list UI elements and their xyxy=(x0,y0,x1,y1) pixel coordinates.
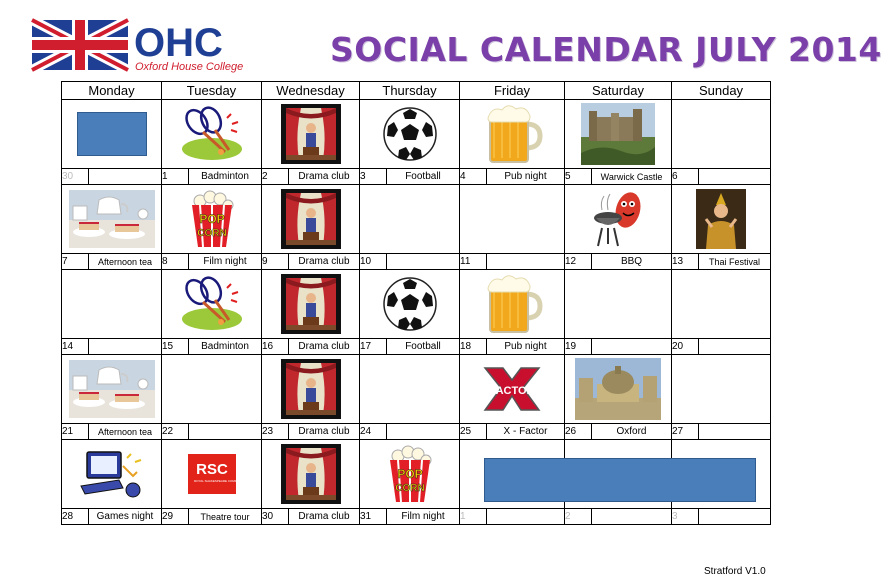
drama-icon xyxy=(262,189,359,249)
event-label xyxy=(89,169,162,185)
event-label xyxy=(699,169,771,185)
day-number: 18 xyxy=(460,339,487,355)
day-number: 2 xyxy=(262,169,289,185)
day-number: 25 xyxy=(460,424,487,440)
day-number: 29 xyxy=(162,509,189,525)
day-number: 6 xyxy=(672,169,699,185)
popcorn-icon xyxy=(162,189,261,249)
day-image-cell xyxy=(360,270,460,339)
day-number: 20 xyxy=(672,339,699,355)
rsc-logo-icon xyxy=(162,454,261,494)
event-label: BBQ xyxy=(592,254,672,270)
week-image-row xyxy=(62,185,771,254)
day-image-cell xyxy=(565,100,672,169)
day-image-cell xyxy=(62,355,162,424)
day-number: 14 xyxy=(62,339,89,355)
afternoon-tea-icon xyxy=(62,190,161,248)
day-number: 21 xyxy=(62,424,89,440)
bbq-icon xyxy=(565,188,671,250)
day-image-cell xyxy=(360,440,460,509)
event-label xyxy=(592,509,672,525)
day-image-cell xyxy=(460,185,565,254)
week-label-row xyxy=(62,169,771,185)
rsc-logo-text: RSC xyxy=(195,461,228,478)
badminton-icon xyxy=(162,104,261,164)
day-number: 12 xyxy=(565,254,592,270)
day-image-cell xyxy=(460,270,565,339)
rsc-logo-subtext: ROYAL SHAKESPEARE COMPANY xyxy=(193,479,243,483)
day-number: 9 xyxy=(262,254,289,270)
day-number: 13 xyxy=(672,254,699,270)
day-number: 16 xyxy=(262,339,289,355)
event-label: Warwick Castle xyxy=(592,169,672,185)
event-label: Afternoon tea xyxy=(89,254,162,270)
event-label: Thai Festival xyxy=(699,254,771,270)
event-label: Film night xyxy=(189,254,262,270)
event-label: Football xyxy=(387,339,460,355)
day-image-cell xyxy=(162,355,262,424)
event-label: Drama club xyxy=(289,169,360,185)
event-label xyxy=(699,424,771,440)
day-image-cell xyxy=(62,100,162,169)
day-number: 15 xyxy=(162,339,189,355)
day-number: 1 xyxy=(162,169,189,185)
logo-subtitle-text: Oxford House College xyxy=(135,61,244,73)
event-label: Afternoon tea xyxy=(89,424,162,440)
week-label-row xyxy=(62,424,771,440)
weekday-header: Sunday xyxy=(672,82,771,100)
day-number: 17 xyxy=(360,339,387,355)
day-image-cell xyxy=(162,100,262,169)
version-label: Stratford V1.0 xyxy=(704,566,766,577)
badminton-icon xyxy=(162,274,261,334)
day-number: 30 xyxy=(62,169,89,185)
logo-brand-text: OHC xyxy=(134,21,223,65)
day-image-cell xyxy=(672,185,771,254)
blue-box-icon xyxy=(484,458,756,502)
day-image-cell xyxy=(565,185,672,254)
event-label: Theatre tour xyxy=(189,509,262,525)
event-label xyxy=(387,254,460,270)
event-label: Drama club xyxy=(289,424,360,440)
page-title: SOCIAL CALENDAR JULY 2014 xyxy=(330,30,882,69)
event-label xyxy=(699,509,771,525)
day-number: 7 xyxy=(62,254,89,270)
popcorn-icon xyxy=(360,444,459,504)
event-label xyxy=(189,424,262,440)
week-image-row xyxy=(62,355,771,424)
event-label: Football xyxy=(387,169,460,185)
day-image-cell xyxy=(360,185,460,254)
day-image-cell xyxy=(460,355,565,424)
day-image-cell xyxy=(262,440,360,509)
day-number: 8 xyxy=(162,254,189,270)
week-label-row xyxy=(62,509,771,525)
weekday-header: Friday xyxy=(460,82,565,100)
ohc-logo xyxy=(30,14,242,76)
event-label: Film night xyxy=(387,509,460,525)
day-number: 1 xyxy=(460,509,487,525)
day-number: 23 xyxy=(262,424,289,440)
football-icon xyxy=(360,106,459,162)
week-label-row xyxy=(62,339,771,355)
popcorn-bottom-text: CORN xyxy=(394,483,425,494)
week-label-row xyxy=(62,254,771,270)
day-number: 31 xyxy=(360,509,387,525)
day-image-cell xyxy=(360,100,460,169)
event-label: Drama club xyxy=(289,254,360,270)
event-label: Badminton xyxy=(189,169,262,185)
day-image-cell xyxy=(672,355,771,424)
weekday-header: Thursday xyxy=(360,82,460,100)
day-image-cell xyxy=(162,440,262,509)
day-image-cell xyxy=(565,355,672,424)
day-image-cell xyxy=(162,185,262,254)
day-number: 22 xyxy=(162,424,189,440)
football-icon xyxy=(360,276,459,332)
event-label: Oxford xyxy=(592,424,672,440)
day-number: 30 xyxy=(262,509,289,525)
event-label: Badminton xyxy=(189,339,262,355)
day-image-cell xyxy=(262,100,360,169)
event-label: Drama club xyxy=(289,509,360,525)
games-icon xyxy=(62,446,161,502)
beer-icon xyxy=(460,102,564,166)
event-label xyxy=(387,424,460,440)
castle-photo-icon xyxy=(565,103,671,165)
week-image-row xyxy=(62,100,771,169)
day-image-cell xyxy=(262,270,360,339)
weekday-header: Tuesday xyxy=(162,82,262,100)
day-number: 2 xyxy=(565,509,592,525)
day-number: 4 xyxy=(460,169,487,185)
day-number: 3 xyxy=(360,169,387,185)
day-number: 10 xyxy=(360,254,387,270)
day-image-cell xyxy=(672,100,771,169)
day-image-cell xyxy=(360,355,460,424)
beer-icon xyxy=(460,272,564,336)
day-image-cell xyxy=(162,270,262,339)
event-label xyxy=(487,509,565,525)
weekday-header: Wednesday xyxy=(262,82,360,100)
day-image-cell xyxy=(262,185,360,254)
event-label xyxy=(487,254,565,270)
day-image-cell xyxy=(672,270,771,339)
x-factor-text: FACTOR xyxy=(489,385,535,397)
day-number: 24 xyxy=(360,424,387,440)
weekday-header: Saturday xyxy=(565,82,672,100)
popcorn-bottom-text: CORN xyxy=(196,228,227,239)
oxford-photo-icon xyxy=(565,358,671,420)
union-jack-flag-icon xyxy=(32,20,128,70)
day-number: 3 xyxy=(672,509,699,525)
afternoon-tea-icon xyxy=(62,360,161,418)
event-label: Drama club xyxy=(289,339,360,355)
day-number: 5 xyxy=(565,169,592,185)
event-label: Games night xyxy=(89,509,162,525)
popcorn-top-text: POP xyxy=(396,467,423,481)
day-image-cell xyxy=(460,100,565,169)
thai-dancer-icon xyxy=(672,189,770,249)
popcorn-top-text: POP xyxy=(198,212,225,226)
day-image-cell xyxy=(62,185,162,254)
day-number: 19 xyxy=(565,339,592,355)
day-number: 28 xyxy=(62,509,89,525)
day-image-cell xyxy=(565,270,672,339)
x-factor-icon xyxy=(460,364,564,414)
day-number: 26 xyxy=(565,424,592,440)
drama-icon xyxy=(262,104,359,164)
event-label xyxy=(89,339,162,355)
day-number: 11 xyxy=(460,254,487,270)
drama-icon xyxy=(262,359,359,419)
blue-box-icon xyxy=(62,112,161,156)
day-image-cell xyxy=(262,355,360,424)
event-label: Pub night xyxy=(487,339,565,355)
event-label xyxy=(699,339,771,355)
weekday-header: Monday xyxy=(62,82,162,100)
day-image-cell xyxy=(62,270,162,339)
event-label: Pub night xyxy=(487,169,565,185)
day-number: 27 xyxy=(672,424,699,440)
drama-icon xyxy=(262,444,359,504)
weekday-header-row xyxy=(62,82,771,100)
event-label xyxy=(592,339,672,355)
week-image-row xyxy=(62,270,771,339)
event-label: X - Factor xyxy=(487,424,565,440)
day-image-cell xyxy=(62,440,162,509)
drama-icon xyxy=(262,274,359,334)
